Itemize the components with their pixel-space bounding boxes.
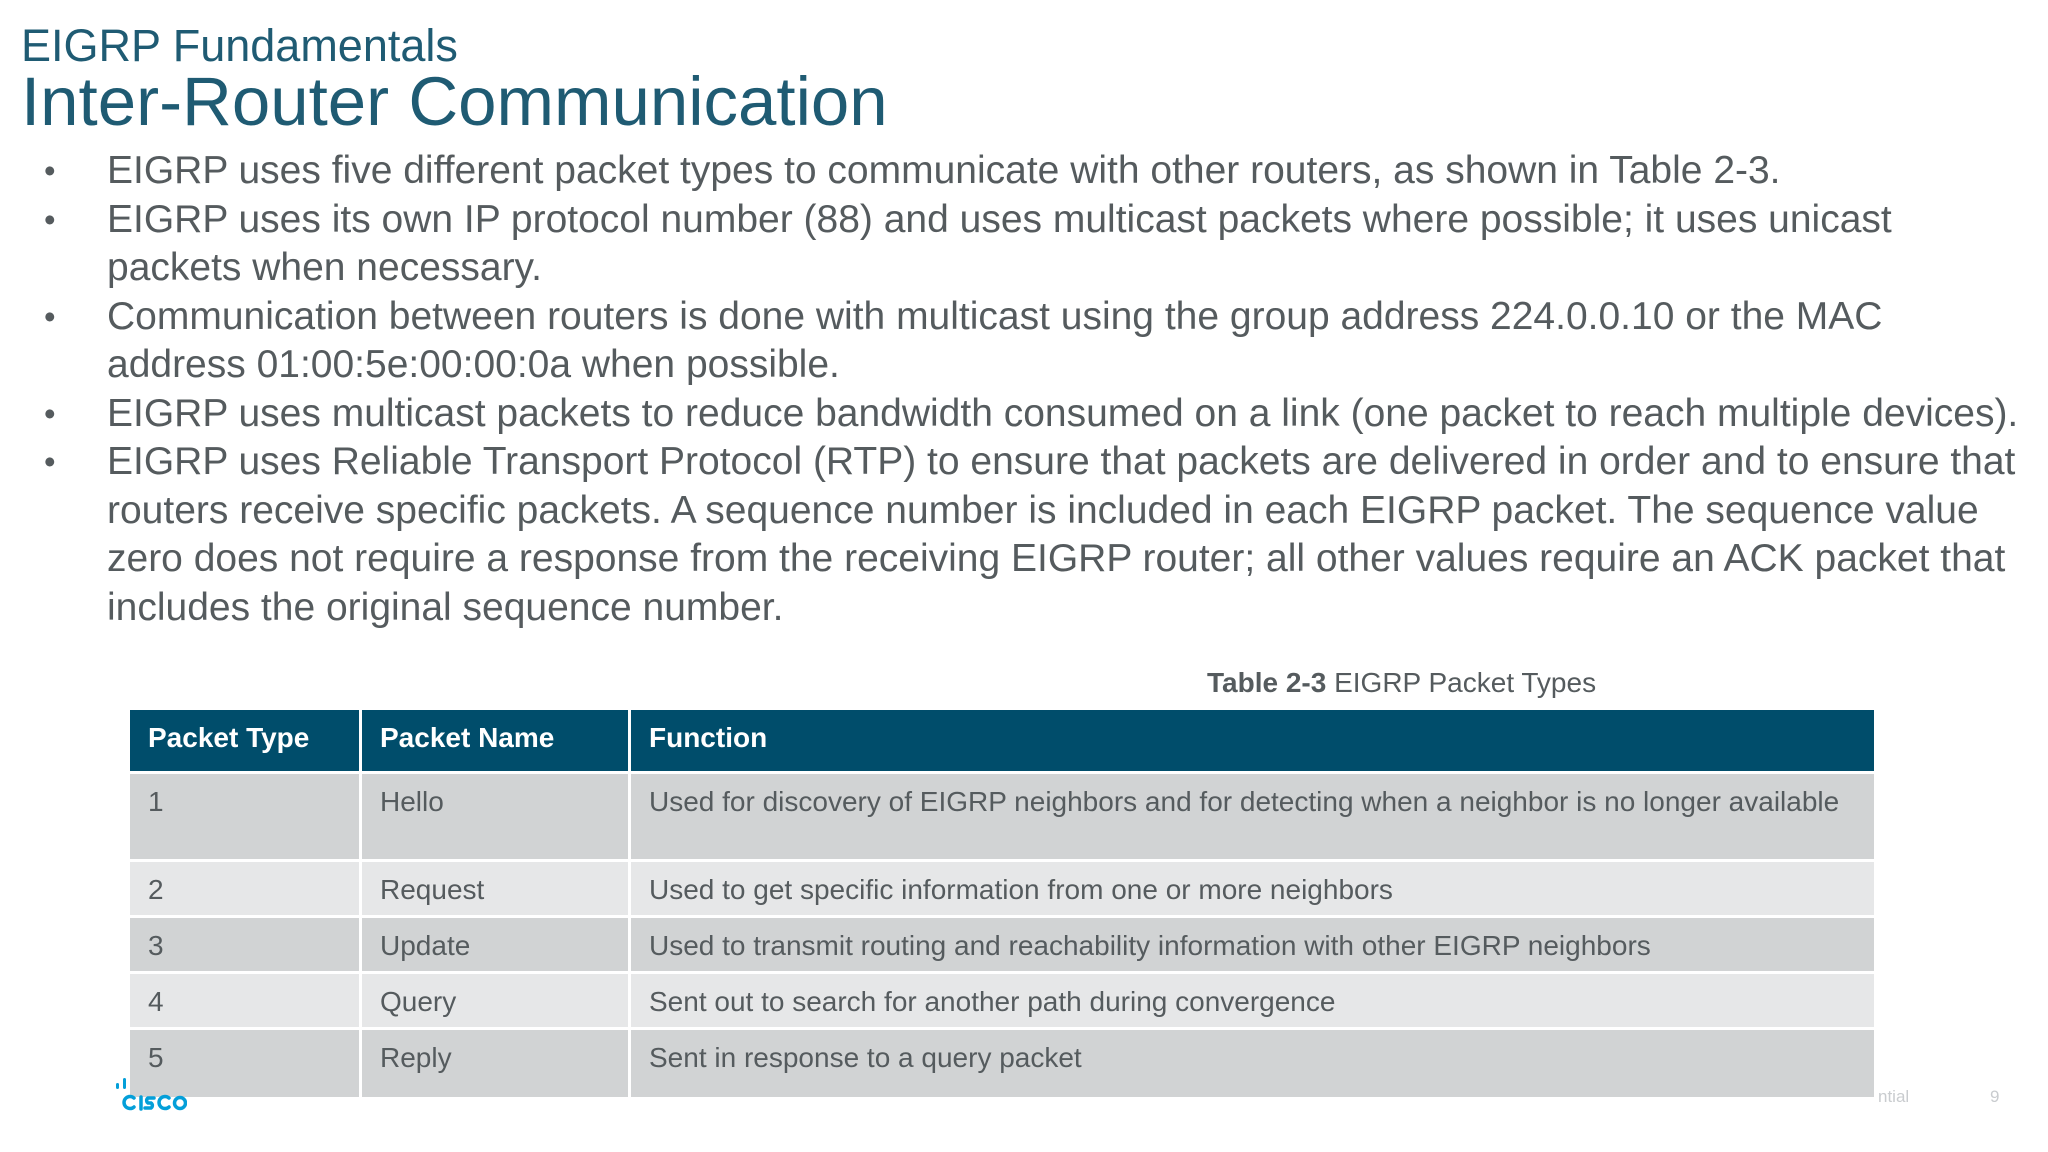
bullet-item xyxy=(40,438,2025,632)
packet-types-table xyxy=(127,707,1877,1100)
bullet-dot: • xyxy=(44,200,56,238)
bullet-text: EIGRP uses Reliable Transport Protocol (RTP) to ensure that packets are delivered in order and to ensure that routers receive specific packets. A sequence number is included in each EIGRP packet. The sequence value zero does not require a response from the receiving EIGRP router; all other values require an ACK packet that includes the original sequence number. xyxy=(107,440,2016,629)
table-caption xyxy=(1207,666,1596,700)
bullet-text: EIGRP uses multicast packets to reduce bandwidth consumed on a link (one packet to reach multiple devices). xyxy=(107,391,2019,435)
bullet-text: EIGRP uses five different packet types to communicate with other routers, as shown in Table 2-3. xyxy=(107,149,1781,192)
cell-function: Sent out to search for another path during convergence xyxy=(630,973,1876,1029)
table-row xyxy=(129,861,1876,917)
cell-packet-name: Request xyxy=(361,861,630,917)
confidential-label: ntial xyxy=(1878,1087,1910,1106)
table-row xyxy=(129,917,1876,973)
cell-function: Used to transmit routing and reachability information with other EIGRP neighbors xyxy=(630,917,1876,973)
bullet-text: EIGRP uses its own IP protocol number (88) and uses multicast packets where possible; it uses unicast packets when necessary. xyxy=(107,197,1892,289)
bullet-text: Communication between routers is done with multicast using the group address 224.0.0.10 or the MAC address 01:00:5e:00:00:0a when possible. xyxy=(107,294,1883,386)
cell-packet-type: 4 xyxy=(129,973,361,1029)
page-number: 9 xyxy=(1990,1087,2000,1106)
bullet-item xyxy=(40,293,2025,390)
bullet-dot: • xyxy=(44,394,56,432)
table-caption-text: EIGRP Packet Types xyxy=(1326,667,1597,698)
cell-packet-type: 2 xyxy=(129,861,361,917)
slide-title: Inter-Router Communication xyxy=(21,63,888,140)
bullet-dot: • xyxy=(44,152,56,189)
cell-packet-name: Hello xyxy=(361,773,630,861)
cell-function: Used for discovery of EIGRP neighbors and for detecting when a neighbor is no longer available xyxy=(630,773,1876,861)
cell-packet-name: Query xyxy=(361,973,630,1029)
cell-packet-name: Update xyxy=(361,917,630,973)
bullet-dot: • xyxy=(44,297,56,335)
bullet-list xyxy=(40,147,2025,632)
table-row xyxy=(129,1029,1876,1099)
table-row xyxy=(129,773,1876,861)
cell-packet-type: 5 xyxy=(129,1029,361,1099)
column-header-packet-type: Packet Type xyxy=(129,709,361,773)
section-kicker: EIGRP Fundamentals xyxy=(21,20,458,71)
bullet-dot: • xyxy=(44,443,56,480)
cell-packet-name: Reply xyxy=(361,1029,630,1099)
bullet-item xyxy=(40,196,2025,293)
column-header-packet-name: Packet Name xyxy=(361,709,630,773)
column-header-function: Function xyxy=(630,709,1876,773)
table-row xyxy=(129,973,1876,1029)
cell-packet-type: 1 xyxy=(129,773,361,861)
table-header-row xyxy=(129,709,1876,773)
cell-function: Sent in response to a query packet xyxy=(630,1029,1876,1099)
table-caption-label: Table 2-3 xyxy=(1207,667,1327,698)
cell-packet-type: 3 xyxy=(129,917,361,973)
bullet-item xyxy=(40,390,2025,439)
cell-function: Used to get specific information from one or more neighbors xyxy=(630,861,1876,917)
cisco-logo-icon xyxy=(115,1074,187,1114)
bullet-item xyxy=(40,147,2025,196)
